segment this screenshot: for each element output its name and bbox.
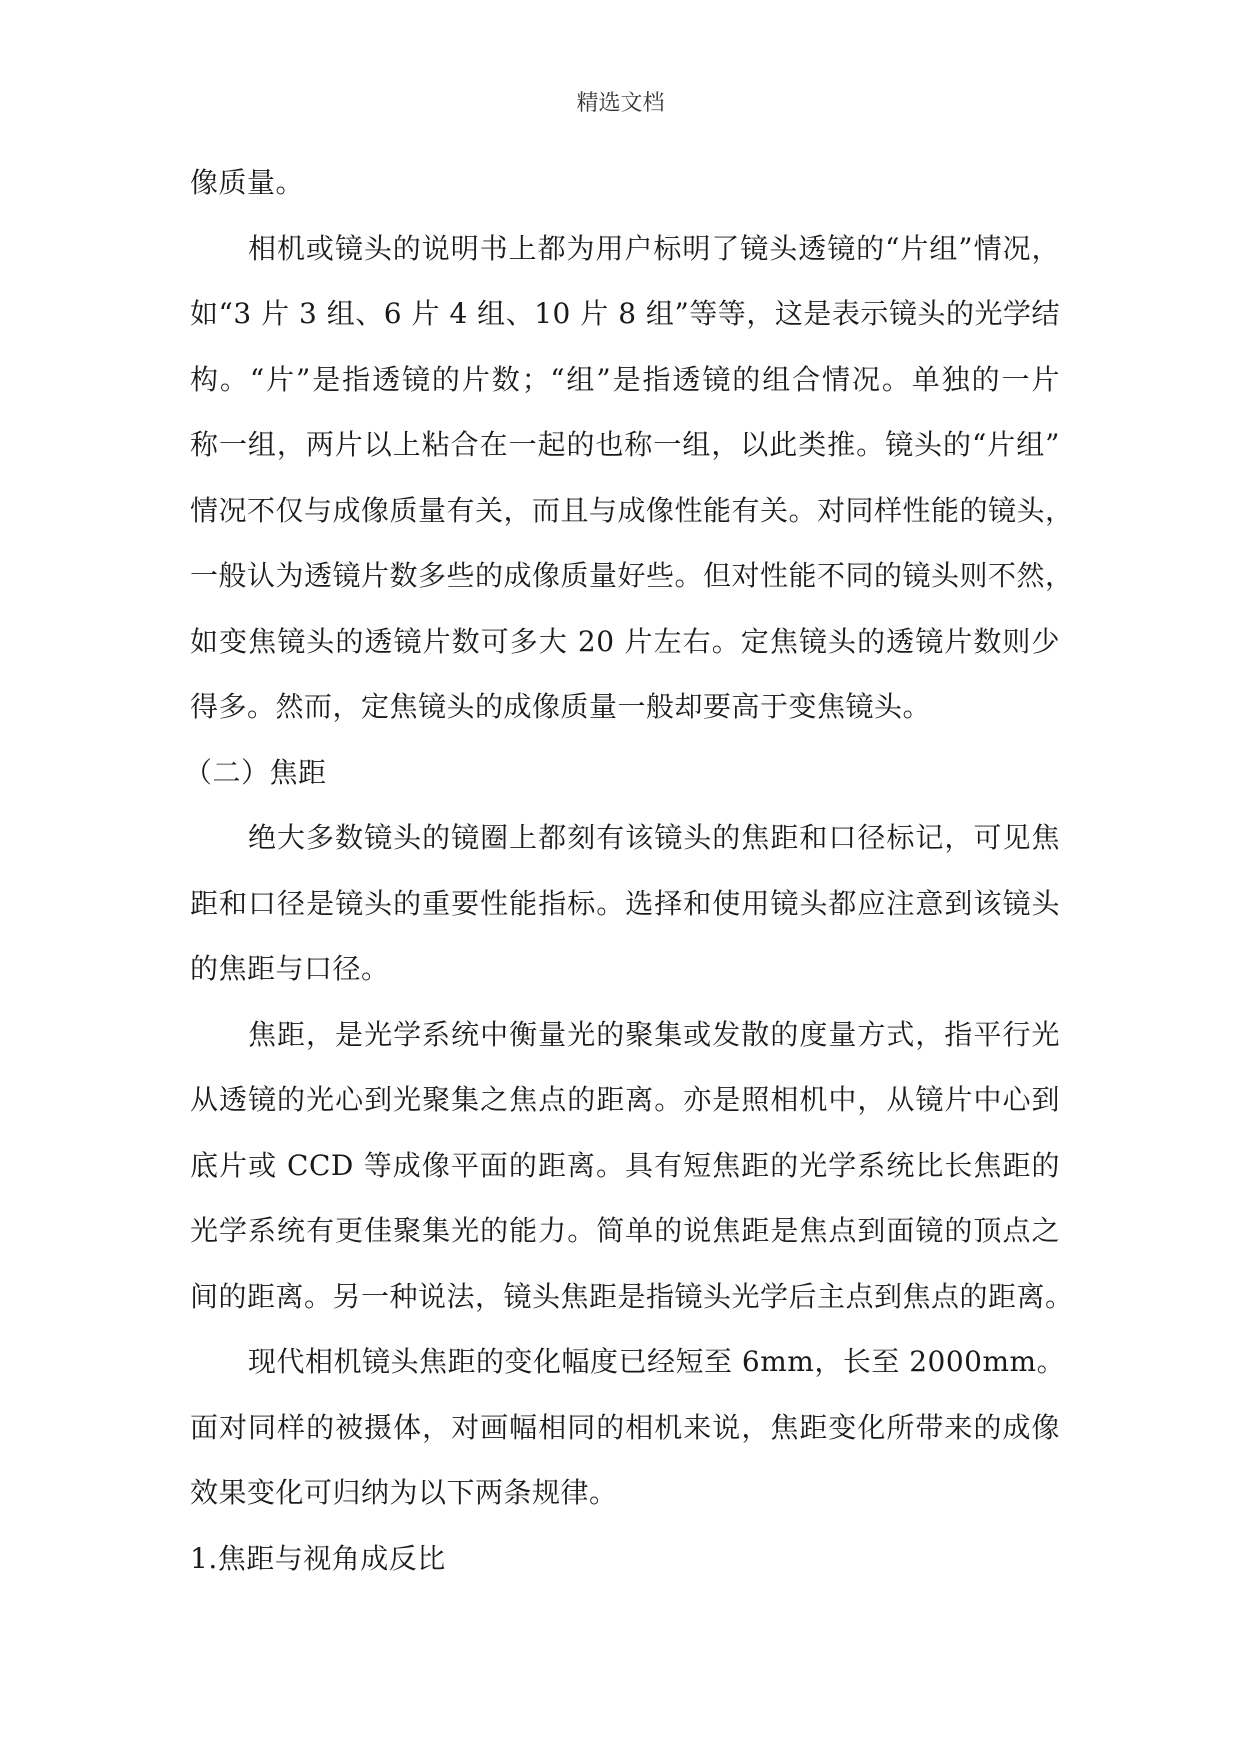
text-line: 像质量。 [190,166,305,199]
text-line: 相机或镜头的说明书上都为用户标明了镜头透镜的“片组”情况， [248,231,1060,265]
text-line: 一般认为透镜片数多些的成像质量好些。但对性能不同的镜头则不然， [190,559,1074,592]
page-header: 精选文档 [576,91,665,116]
text-line: 称一组，两片以上粘合在一起的也称一组，以此类推。镜头的“片组” [190,428,1060,461]
text-line: 得多。然而，定焦镜头的成像质量一般却要高于变焦镜头。 [190,690,932,723]
text-line: 绝大多数镜头的镜圈上都刻有该镜头的焦距和口径标记，可见焦 [248,821,1060,854]
text-line: 现代相机镜头焦距的变化幅度已经短至 6mm，长至 2000mm。 [248,1345,1066,1378]
text-line: 情况不仅与成像质量有关，而且与成像性能有关。对同样性能的镜头， [190,493,1074,527]
text-line: 的焦距与口径。 [190,952,390,985]
text-line: 从透镜的光心到光聚集之焦点的距离。亦是照相机中，从镜片中心到 [190,1083,1060,1116]
text-line: 底片或 CCD 等成像平面的距离。具有短焦距的光学系统比长焦距的 [190,1148,1060,1182]
subsection-heading: 1.焦距与视角成反比 [190,1541,446,1575]
text-line: 距和口径是镜头的重要性能指标。选择和使用镜头都应注意到该镜头 [190,886,1060,920]
text-line: 焦距，是光学系统中衡量光的聚集或发散的度量方式，指平行光 [248,1017,1060,1051]
text-line: 光学系统有更佳聚集光的能力。简单的说焦距是焦点到面镜的顶点之 [190,1214,1060,1247]
text-line: 构。“片”是指透镜的片数；“组”是指透镜的组合情况。单独的一片 [190,362,1060,396]
section-heading: （二）焦距 [184,755,327,789]
text-line: 如变焦镜头的透镜片数可多大 20 片左右。定焦镜头的透镜片数则少 [190,624,1060,658]
text-line: 间的距离。另一种说法，镜头焦距是指镜头光学后主点到焦点的距离。 [190,1279,1074,1313]
document-body [184,150,1074,1591]
text-line: 如“3 片 3 组、6 片 4 组、10 片 8 组”等等，这是表示镜头的光学结 [190,297,1060,330]
text-line: 效果变化可归纳为以下两条规律。 [190,1476,618,1509]
text-line: 面对同样的被摄体，对画幅相同的相机来说，焦距变化所带来的成像 [190,1410,1060,1444]
